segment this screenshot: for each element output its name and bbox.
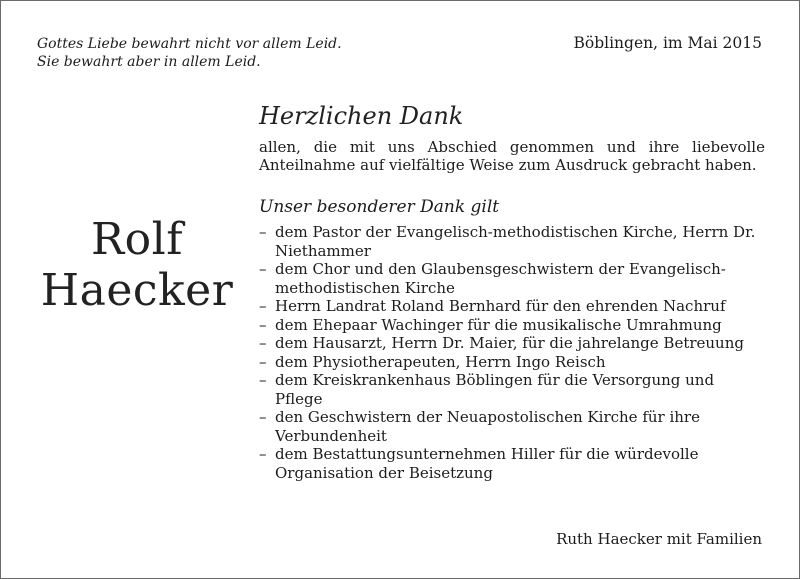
list-item: – dem Physiotherapeuten, Herrn Ingo Reisch [259,353,765,372]
list-item: – dem Chor und den Glaubensgeschwistern der Evangelisch-methodistischen Kirche [259,260,765,297]
thanks-section [259,101,765,482]
deceased-name [37,214,237,316]
special-thanks-heading: Unser besonderer Dank gilt [259,197,500,217]
list-item: – dem Hausarzt, Herrn Dr. Maier, für die jahrelange Betreuung [259,334,765,353]
place-date: Böblingen, im Mai 2015 [573,34,762,52]
thanks-intro: allen, die mit uns Abschied genommen und ihre liebevolle Anteilnahme auf vielfältige Weise zum Ausdruck gebracht haben. [259,138,765,174]
signature: Ruth Haecker mit Familien [556,530,762,548]
motto-line-2: Sie bewahrt aber in allem Leid. [37,54,261,70]
thanks-heading: Herzlichen Dank [259,102,464,130]
list-item: – dem Pastor der Evangelisch-methodistischen Kirche, Herrn Dr. Niethammer [259,223,765,260]
list-item: – dem Bestattungsunternehmen Hiller für die würdevolle Organisation der Beisetzung [259,445,765,482]
motto [37,35,342,71]
list-item: – den Geschwistern der Neuapostolischen Kirche für ihre Verbundenheit [259,408,765,445]
list-item: – dem Kreiskrankenhaus Böblingen für die Versorgung und Pflege [259,371,765,408]
list-item: – dem Ehepaar Wachinger für die musikalische Umrahmung [259,316,765,335]
motto-line-1: Gottes Liebe bewahrt nicht vor allem Leid. [37,36,342,52]
list-item: – Herrn Landrat Roland Bernhard für den ehrenden Nachruf [259,297,765,316]
first-name: Rolf [91,214,183,265]
last-name: Haecker [40,265,234,316]
thanks-list [259,223,765,482]
